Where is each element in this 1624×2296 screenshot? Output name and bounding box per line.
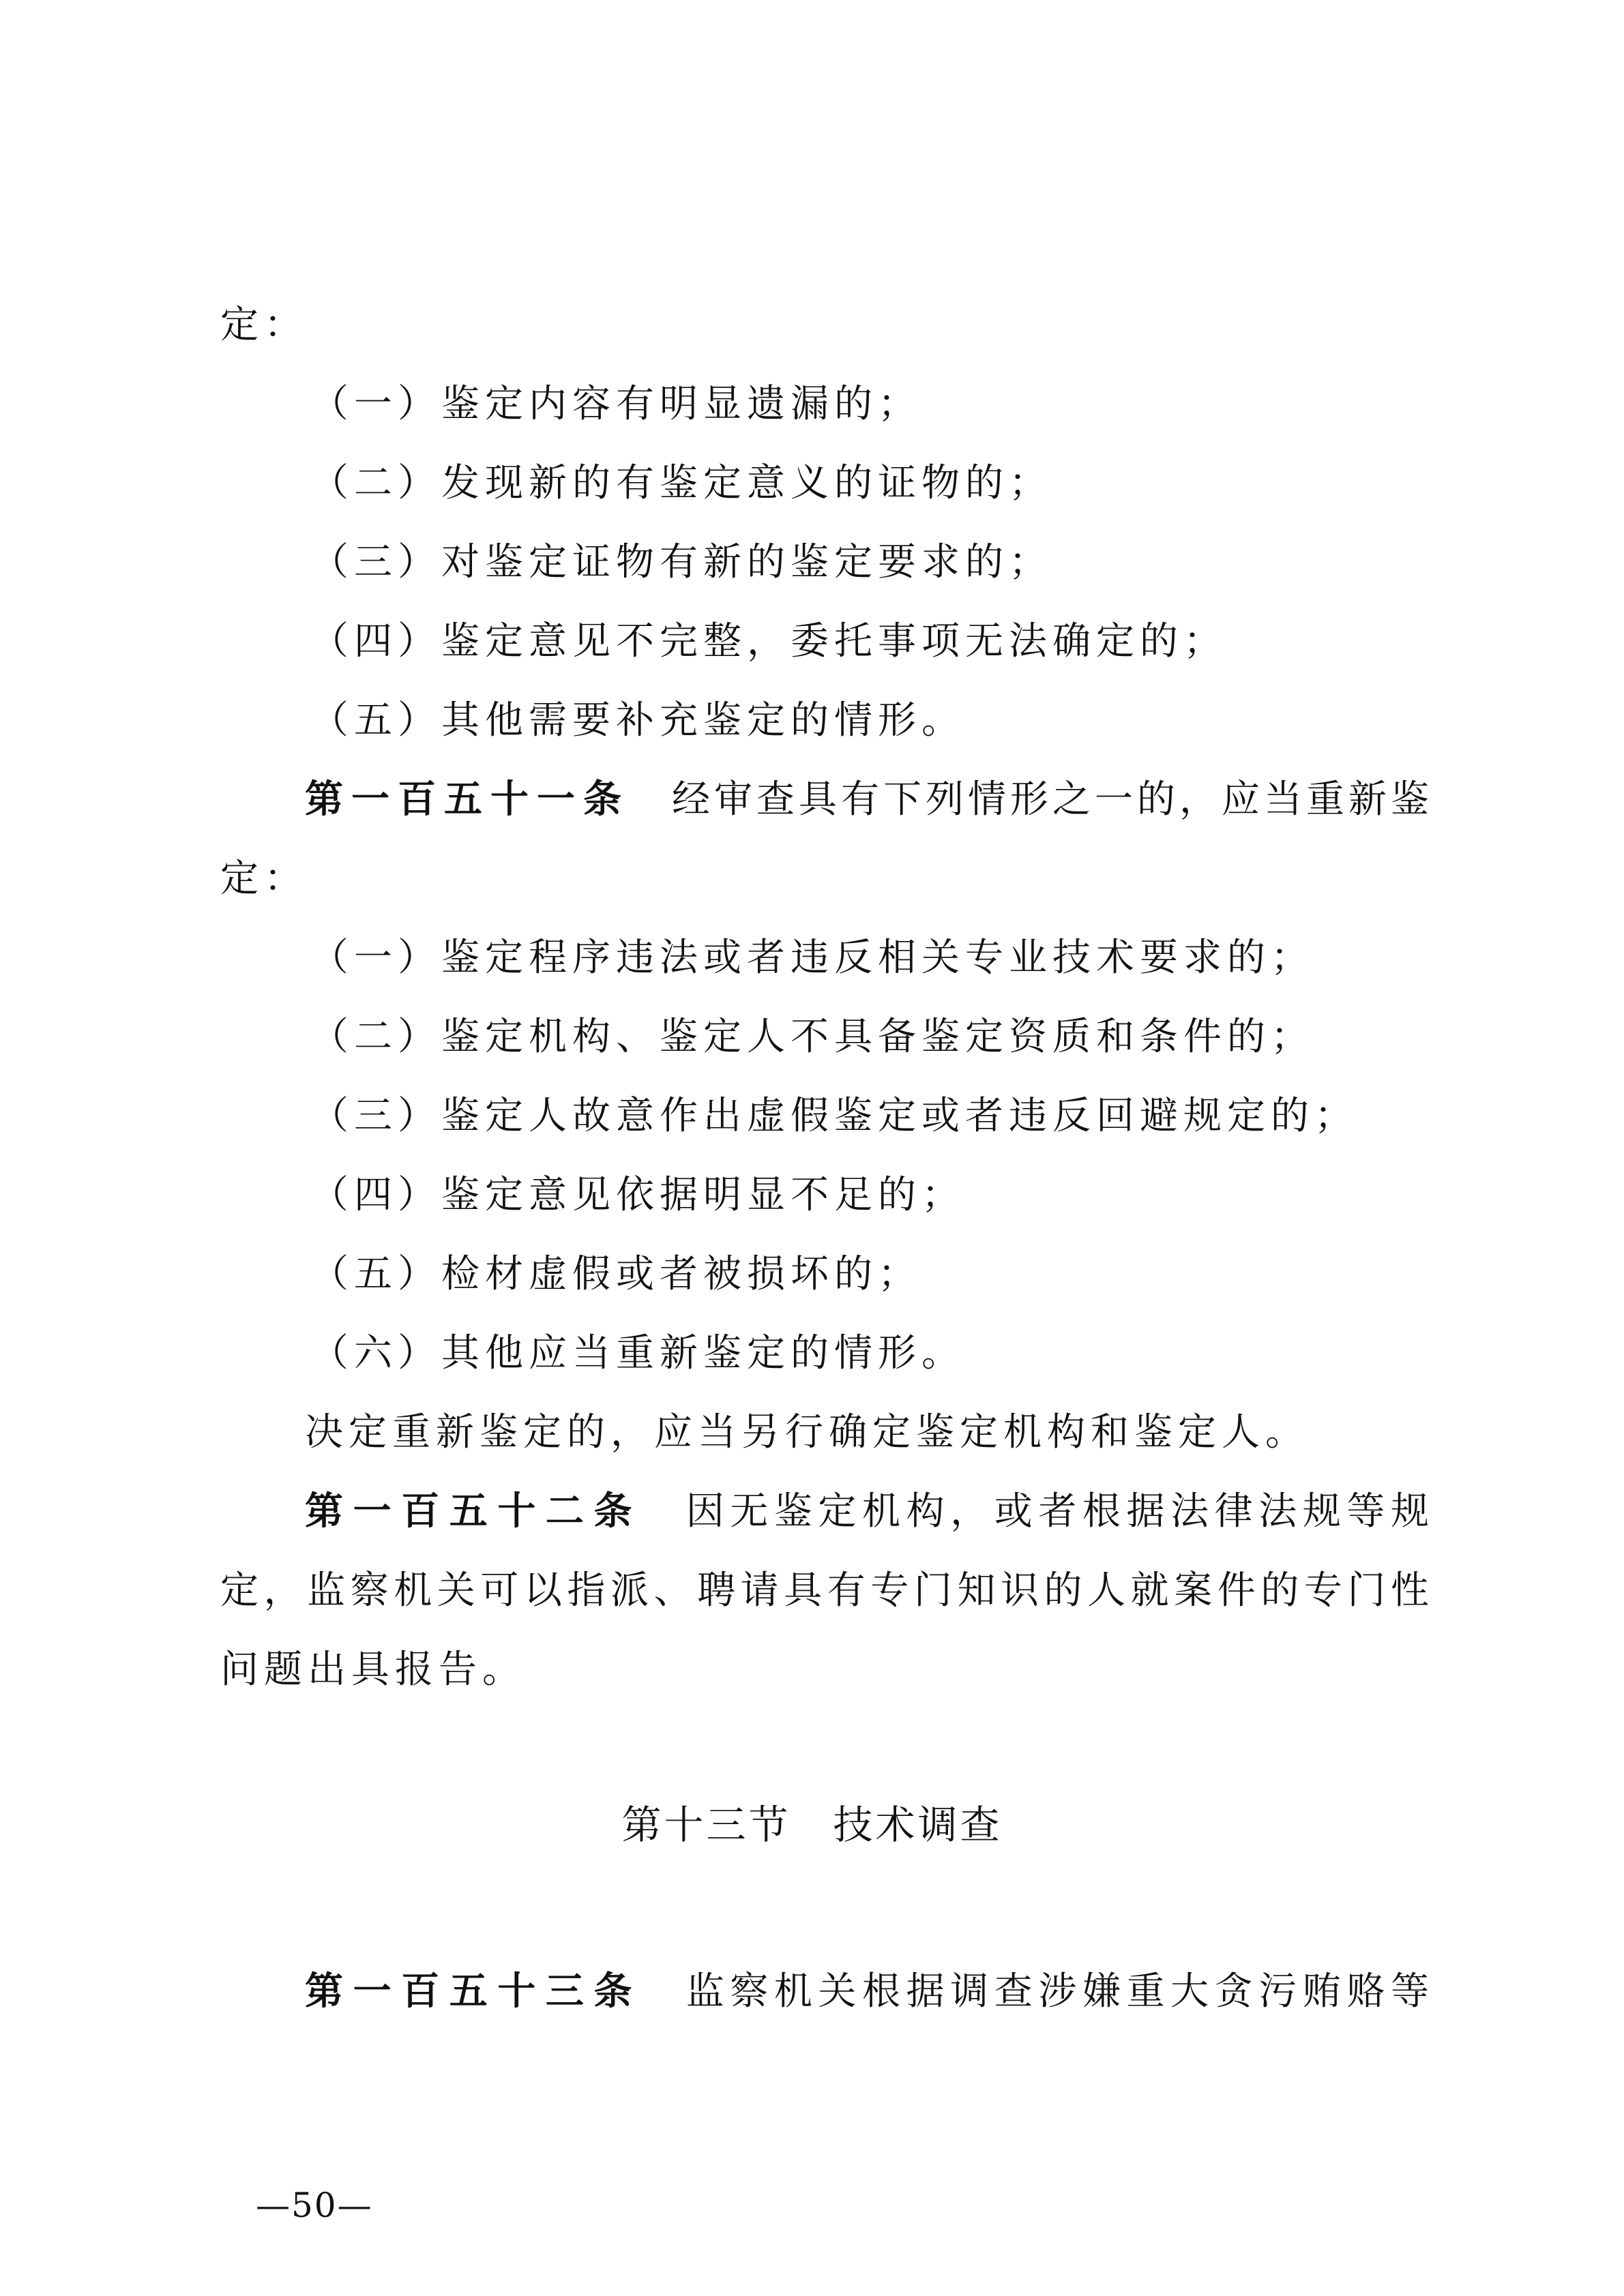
page-number: —50—	[256, 2186, 373, 2225]
list-item: （四）鉴定意见依据明显不足的；	[310, 1173, 965, 1217]
paragraph-line: 定，监察机关可以指派、聘请具有专门知识的人就案件的专门性	[220, 1568, 1429, 1613]
article-label: 第一百五十三条	[305, 1969, 643, 2014]
article-text: 因无鉴定机构，或者根据法律法规等规	[685, 1489, 1430, 1534]
list-item: （三）鉴定人故意作出虚假鉴定或者违反回避规定的；	[310, 1094, 1358, 1138]
paragraph-line: 决定重新鉴定的，应当另行确定鉴定机构和鉴定人。	[305, 1410, 1309, 1455]
article-text: 经审查具有下列情形之一的，应当重新鉴	[672, 777, 1429, 822]
list-item: （六）其他应当重新鉴定的情形。	[310, 1331, 965, 1375]
list-item: （五）其他需要补充鉴定的情形。	[310, 698, 965, 743]
paragraph-line: 问题出具报告。	[220, 1648, 526, 1692]
section-heading: 第十三节 技术调查	[621, 1802, 1003, 1848]
list-item: （一）鉴定内容有明显遗漏的；	[310, 382, 921, 426]
text-line: 定：	[220, 303, 308, 347]
list-item: （四）鉴定意见不完整，委托事项无法确定的；	[310, 619, 1227, 664]
list-item: （二）发现新的有鉴定意义的证物的；	[310, 461, 1052, 505]
list-item: （三）对鉴定证物有新的鉴定要求的；	[310, 540, 1052, 584]
article-151-first-line	[305, 775, 1429, 824]
article-label: 第一百五十二条	[305, 1489, 643, 1534]
article-153-first-line	[305, 1967, 1429, 2016]
article-label: 第一百五十一条	[305, 777, 630, 822]
text-line: 定：	[220, 856, 308, 901]
list-item: （二）鉴定机构、鉴定人不具备鉴定资质和条件的；	[310, 1015, 1314, 1059]
article-152-first-line	[305, 1487, 1429, 1536]
article-text: 监察机关根据调查涉嫌重大贪污贿赂等	[685, 1969, 1430, 2014]
list-item: （五）检材虚假或者被损坏的；	[310, 1252, 921, 1296]
list-item: （一）鉴定程序违法或者违反相关专业技术要求的；	[310, 936, 1314, 980]
